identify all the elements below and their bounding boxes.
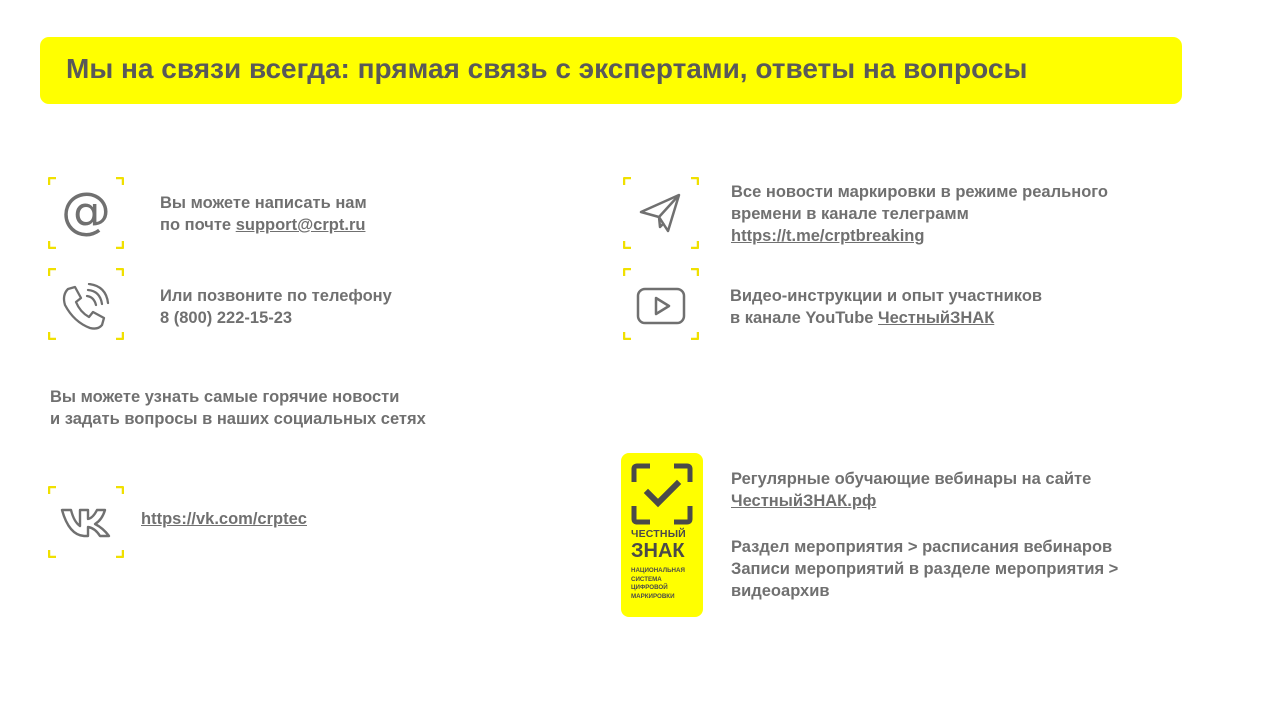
webinars-text bbox=[731, 468, 1118, 602]
logo-sub2: СИСТЕМА bbox=[631, 575, 662, 583]
phone-icon bbox=[60, 283, 110, 333]
social-line2: и задать вопросы в наших социальных сетях bbox=[50, 410, 426, 428]
page-title: Мы на связи всегда: прямая связь с экспертами, ответы на вопросы bbox=[66, 53, 1028, 84]
webinars-line3: Раздел мероприятия > расписания вебинаров bbox=[731, 538, 1113, 556]
email-text bbox=[160, 192, 367, 236]
logo-subtitle bbox=[631, 567, 699, 601]
phone-line1: Или позвоните по телефону bbox=[160, 287, 392, 305]
vk-icon bbox=[60, 505, 112, 539]
youtube-line1: Видео-инструкции и опыт участников bbox=[730, 287, 1043, 305]
webinars-line1: Регулярные обучающие вебинары на сайте bbox=[731, 470, 1092, 488]
logo-sub3: ЦИФРОВОЙ bbox=[631, 584, 668, 592]
telegram-text bbox=[731, 181, 1108, 247]
email-line1: Вы можете написать нам bbox=[160, 194, 367, 212]
social-line1: Вы можете узнать самые горячие новости bbox=[50, 388, 400, 406]
webinars-line4: Записи мероприятий в разделе мероприятия > bbox=[731, 560, 1119, 578]
logo-sub1: НАЦИОНАЛЬНАЯ bbox=[631, 567, 685, 574]
logo-sub4: МАРКИРОВКИ bbox=[631, 592, 675, 600]
header-banner bbox=[40, 37, 1182, 104]
telegram-line2: времени в канале телеграмм bbox=[731, 205, 969, 223]
email-line2 bbox=[160, 214, 367, 236]
social-intro bbox=[50, 386, 426, 430]
logo-brand-top: ЧЕСТНЫЙ bbox=[631, 528, 686, 540]
svg-text:@: @ bbox=[61, 185, 111, 240]
youtube-link[interactable]: ЧестныйЗНАК bbox=[878, 309, 995, 327]
chestny-znak-logo bbox=[621, 453, 703, 617]
webinars-line5: видеоархив bbox=[731, 582, 830, 600]
youtube-icon bbox=[636, 287, 686, 325]
telegram-line1: Все новости маркировки в режиме реального bbox=[731, 183, 1109, 201]
email-link[interactable]: support@crpt.ru bbox=[235, 216, 366, 234]
vk-text bbox=[141, 508, 307, 530]
logo-brand-bottom: ЗНАК bbox=[631, 539, 685, 562]
telegram-link[interactable]: https://t.me/crptbreaking bbox=[731, 227, 925, 245]
phone-number: 8 (800) 222-15-23 bbox=[160, 309, 293, 327]
phone-text bbox=[160, 285, 392, 329]
youtube-line2 bbox=[730, 307, 1042, 329]
email-line2-prefix: по почте bbox=[160, 216, 236, 234]
logo-brand bbox=[631, 529, 686, 561]
youtube-text bbox=[730, 285, 1042, 329]
logo-check-icon bbox=[631, 463, 693, 525]
vk-link[interactable]: https://vk.com/crptec bbox=[141, 510, 307, 528]
youtube-line2-prefix: в канале YouTube bbox=[730, 309, 879, 327]
at-icon bbox=[60, 185, 112, 241]
webinars-link[interactable]: ЧестныйЗНАК.рф bbox=[731, 492, 877, 510]
telegram-icon bbox=[638, 190, 684, 236]
